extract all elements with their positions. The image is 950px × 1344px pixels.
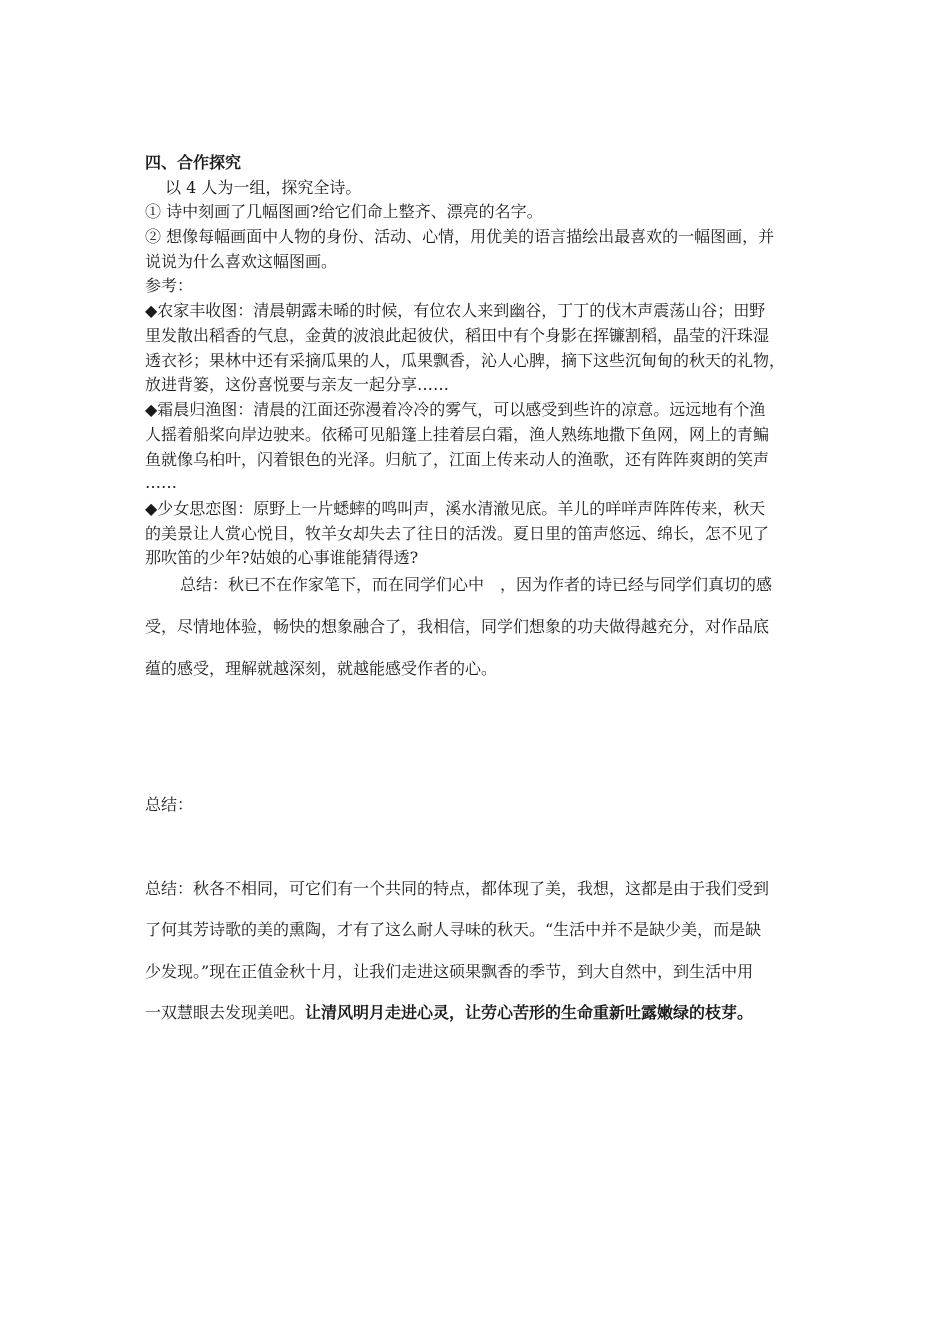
summary-3-line-4-plain: 一双慧眼去发现美吧。 [145, 1003, 306, 1022]
picture-3-line-3: 那吹笛的少年?姑娘的心事谁能猜得透? [145, 548, 419, 567]
picture-2-line-4: …… [145, 473, 177, 492]
summary-3-line-2: 了何其芳诗歌的美的熏陶，才有了这么耐人寻味的秋天。“生活中并不是缺少美，而是缺 [145, 920, 762, 939]
intro-text: 以 4 人为一组，探究全诗。 [165, 178, 362, 197]
question-2-line-1: ② 想像每幅画面中人物的身份、活动、心情，用优美的语言描绘出最喜欢的一幅图画，并 [145, 227, 775, 246]
summary-1-line-3: 蕴的感受，理解就越深刻，就越能感受作者的心。 [145, 659, 498, 678]
picture-3-line-2: 的美景让人赏心悦目，牧羊女却失去了往日的活泼。夏日里的笛声悠远、绵长，怎不见了 [145, 524, 770, 543]
picture-2-line-3: 鱼就像乌桕叶，闪着银色的光泽。归航了，江面上传来动人的渔歌，还有阵阵爽朗的笑声 [145, 450, 770, 469]
section-heading: 四、合作探究 [145, 153, 242, 172]
summary-3-line-4 [145, 1001, 815, 1025]
question-2-line-2: 说说为什么喜欢这幅图画。 [145, 252, 338, 271]
picture-2-line-1: ◆霜晨归渔图：清晨的江面还弥漫着冷冷的雾气，可以感受到些许的凉意。远远地有个渔 [145, 400, 766, 419]
picture-2-line-2: 人摇着船桨向岸边驶来。依稀可见船篷上挂着层白霜，渔人熟练地撒下鱼网，网上的青鳊 [145, 425, 770, 444]
picture-1-line-3: 透衣衫；果林中还有采摘瓜果的人，瓜果飘香，沁人心脾，摘下这些沉甸甸的秋天的礼物， [145, 351, 786, 370]
question-1: ① 诗中刻画了几幅图画?给它们命上整齐、漂亮的名字。 [145, 202, 543, 221]
summary-3-line-3: 少发现。”现在正值金秋十月，让我们走进这硕果飘香的季节，到大自然中，到生活中用 [145, 962, 754, 981]
picture-3-line-1: ◆少女思恋图：原野上一片蟋蟀的鸣叫声，溪水清澈见底。羊儿的咩咩声阵阵传来，秋天 [145, 499, 766, 518]
summary-1-line-1: 总结：秋已不在作家笔下，而在同学们心中 ，因为作者的诗已经与同学们真切的感 [180, 575, 773, 594]
summary-1-line-2: 受，尽情地体验，畅快的想象融合了，我相信，同学们想象的功夫做得越充分，对作品底 [145, 617, 770, 636]
reference-label: 参考： [145, 276, 194, 295]
picture-1-line-2: 里发散出稻香的气息，金黄的波浪此起彼伏，稻田中有个身影在挥镰割稻，晶莹的汗珠湿 [145, 326, 770, 345]
picture-1-line-4: 放进背篓，这份喜悦要与亲友一起分享…… [145, 375, 450, 394]
picture-1-line-1: ◆农家丰收图：清晨朝露未晞的时候，有位农人来到幽谷，丁丁的伐木声震荡山谷；田野 [145, 301, 766, 320]
summary-2-label: 总结： [145, 795, 194, 814]
summary-3-line-1: 总结：秋各不相同，可它们有一个共同的特点，都体现了美，我想，这都是由于我们受到 [145, 879, 770, 898]
summary-3-line-4-bold: 让清风明月走进心灵，让劳心苦形的生命重新吐露嫩绿的枝芽。 [305, 1003, 754, 1022]
